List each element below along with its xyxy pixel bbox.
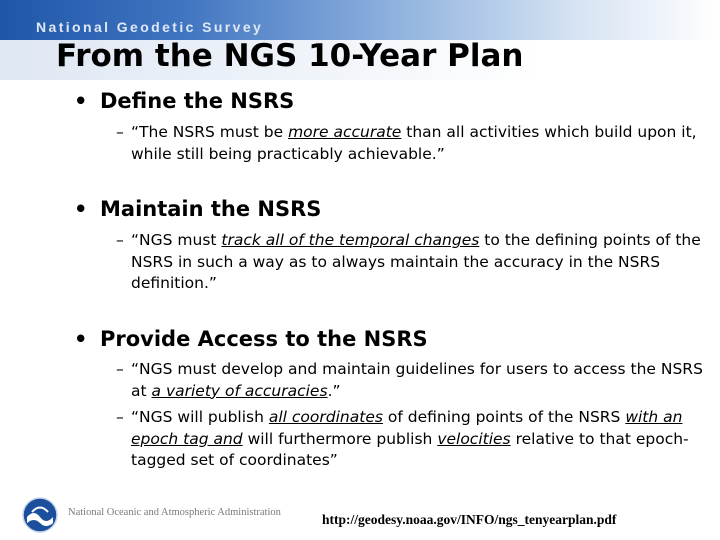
footer-url-link[interactable]: http://geodesy.noaa.gov/INFO/ngs_tenyearplan.pdf [322, 512, 617, 527]
bullet-marker: • [74, 327, 88, 351]
quote-text: will furthermore publish [242, 429, 438, 448]
quote-text: of defining points of the NSRS [382, 408, 626, 426]
bullet-marker: • [74, 197, 88, 221]
dash-marker: – [116, 231, 124, 249]
bullet-define-nsrs [74, 89, 294, 113]
quote-text: “The NSRS must be [131, 123, 289, 141]
bullet-heading: Provide Access to the NSRS [100, 327, 428, 351]
emphasis-text: more accurate [288, 123, 402, 141]
emphasis-text: a variety of accuracies [151, 381, 328, 400]
banner-title: National Geodetic Survey [36, 19, 264, 35]
bullet-marker: • [74, 89, 88, 113]
emphasis-text: velocities [437, 429, 511, 448]
quote-text: “NGS must develop and maintain guidelines for users to access the NSRS at [131, 360, 703, 400]
bullet-heading: Maintain the NSRS [100, 197, 322, 221]
sub-item-access-guidelines [116, 359, 706, 402]
bullet-provide-access [74, 327, 428, 351]
dash-marker: – [116, 123, 124, 141]
quote-text: to the defining points of the NSRS in such a way as to always maintain the accuracy in the NSRS definition.” [131, 231, 701, 292]
quote-text: “NGS must [131, 231, 222, 249]
header-banner [0, 0, 720, 40]
sub-item-publish-coordinates [116, 407, 706, 472]
dash-marker: – [116, 360, 124, 378]
emphasis-text: track all of the temporal changes [221, 231, 480, 249]
emphasis-text: all coordinates [268, 408, 383, 426]
emphasis-text: with an epoch tag and [131, 408, 683, 448]
quote-text: relative to that epoch-tagged set of coordinates” [131, 429, 689, 469]
quote-text: .” [327, 381, 341, 400]
sub-item-define [116, 122, 706, 165]
noaa-logo-icon [22, 497, 58, 533]
quote-text: “NGS will publish [131, 408, 269, 426]
quote-text: than all activities which build upon it, while still being practicably achievable.” [131, 123, 697, 163]
footer-organization: National Oceanic and Atmospheric Administration [68, 507, 281, 518]
sub-item-maintain [116, 230, 706, 295]
dash-marker: – [116, 408, 124, 426]
slide-title: From the NGS 10-Year Plan [56, 38, 524, 74]
bullet-maintain-nsrs [74, 197, 321, 221]
bullet-heading: Define the NSRS [100, 89, 295, 113]
